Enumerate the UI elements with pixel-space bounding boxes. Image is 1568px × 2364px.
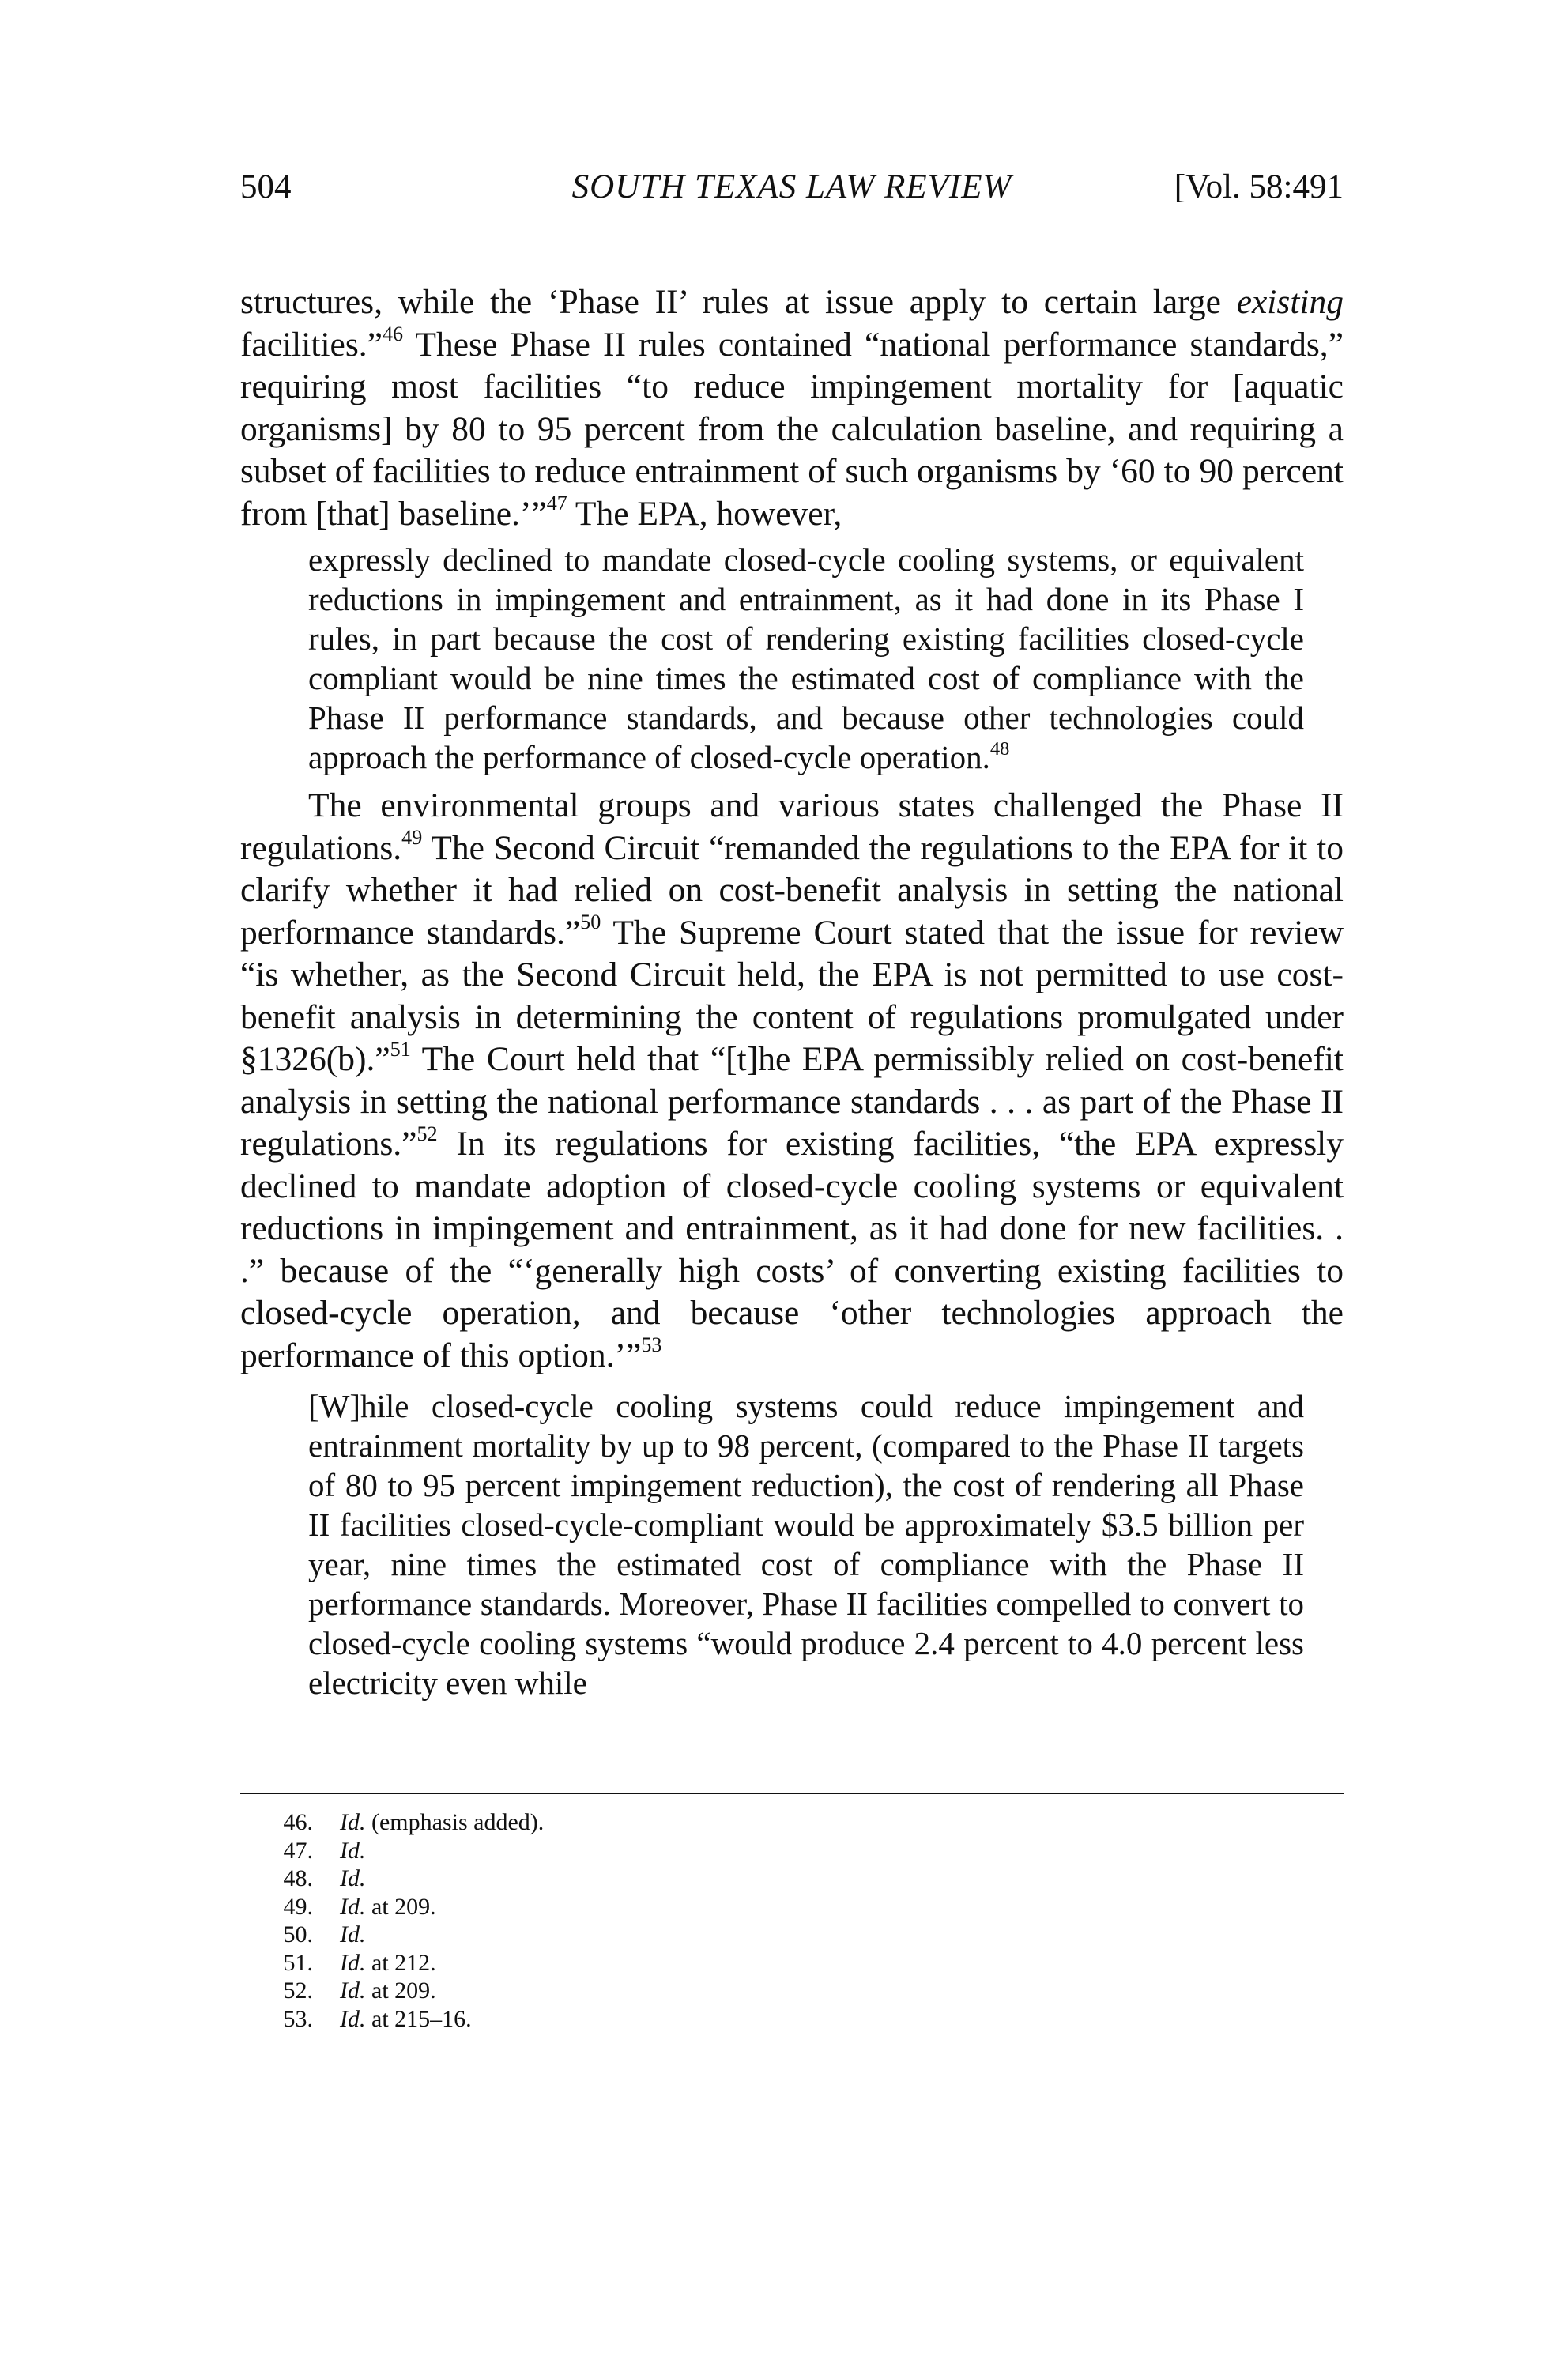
footnote-47: 47. Id. (283, 1837, 366, 1864)
footnote-50: 50. Id. (283, 1921, 366, 1947)
body-text (240, 281, 1344, 1702)
footnote-ref-53[interactable]: 53 (641, 1333, 662, 1357)
journal-title: SOUTH TEXAS LAW REVIEW (571, 168, 1012, 205)
footnote-52: 52. Id. at 209. (283, 1978, 436, 2004)
footnote-divider (240, 1793, 1344, 1794)
footnote-ref-50[interactable]: 50 (580, 911, 601, 934)
footnotes (240, 1808, 952, 2033)
block-quote-2: [W]hile closed-cycle cooling systems could reduce impingement and entrainment mortality by up to 98 percent, (compared to the Phase II targets of 80 to 95 percent impingement reduction), the cost of rendering all Phase II facilities closed-cycle-compliant would be approximately $3.5 billion per year, nine times the estimated cost of compliance with the Phase II performance standards. Moreover, Phase II facilities compelled to convert to closed-cycle cooling systems “would produce 2.4 percent to 4.0 percent less electricity even while (308, 1388, 1304, 1701)
footnote-ref-51[interactable]: 51 (390, 1037, 411, 1061)
footnote-ref-46[interactable]: 46 (382, 322, 404, 346)
paragraph-2: The environmental groups and various states challenged the Phase II regulations.$^{49}$ The Second Circuit “remanded the regulations to the EPA for it to clarify whether it had relied on cost-benefit analysis in setting the national performance standards.”$^{50}$ The Supreme Court stated that the issue for review “is whether, as the Second Circuit held, the EPA is not permitted to use cost-benefit analysis in determining the content of regulations promulgated under §1326(b).”$^{51}$ The Court held that “[t]he EPA permissibly relied on cost-benefit analysis in setting the national performance standards . . . as part of the Phase II regulations.”$^{52}$ In its regulations for existing facilities, “the EPA expressly declined to mandate adoption of closed-cycle cooling systems or equivalent reductions in impingement and entrainment, as it had done for new facilities. . .” because of the “‘generally high costs’ of converting existing facilities to closed-cycle operation, and because ‘other technologies approach the performance of this option.’”$^{53}$ (240, 786, 1344, 1374)
footnote-48: 48. Id. (283, 1865, 366, 1891)
footnote-49: 49. Id. at 209. (283, 1893, 436, 1920)
footnote-ref-48[interactable]: 48 (989, 737, 1010, 760)
block-quote-1: expressly declined to mandate closed-cycle cooling systems, or equivalent reductions in impingement and entrainment, as it had done in its Phase I rules, in part because the cost of rendering existing facilities closed-cycle compliant would be nine times the estimated cost of compliance with the Phase II performance standards, and because other technologies could approach the performance of closed-cycle operation.$^{48}$ (308, 541, 1304, 775)
footnote-46: 46. Id. (emphasis added). (283, 1809, 545, 1835)
footnote-ref-52[interactable]: 52 (416, 1122, 438, 1145)
page-number: 504 (240, 168, 292, 205)
footnote-53: 53. Id. at 215–16. (283, 2005, 472, 2032)
volume-citation: [Vol. 58:491 (1174, 168, 1344, 205)
footnote-ref-49[interactable]: 49 (401, 826, 423, 850)
emphasis-existing: existing (1236, 283, 1344, 321)
footnote-ref-47[interactable]: 47 (546, 492, 567, 515)
footnote-51: 51. Id. at 212. (283, 1949, 436, 1976)
paragraph-1: structures, while the ‘Phase II’ rules at issue apply to certain large existing facilities.”$^{46}$ These Phase II rules contained “national performance standards,” requiring most facilities “to reduce impingement mortality for [aquatic organisms] by 80 to 95 percent from the calculation baseline, and requiring a subset of facilities to reduce entrainment of such organisms by ‘60 to 90 percent from [that] baseline.’”$^{47}$ The EPA, however, (240, 283, 1344, 533)
running-header (240, 168, 1344, 215)
